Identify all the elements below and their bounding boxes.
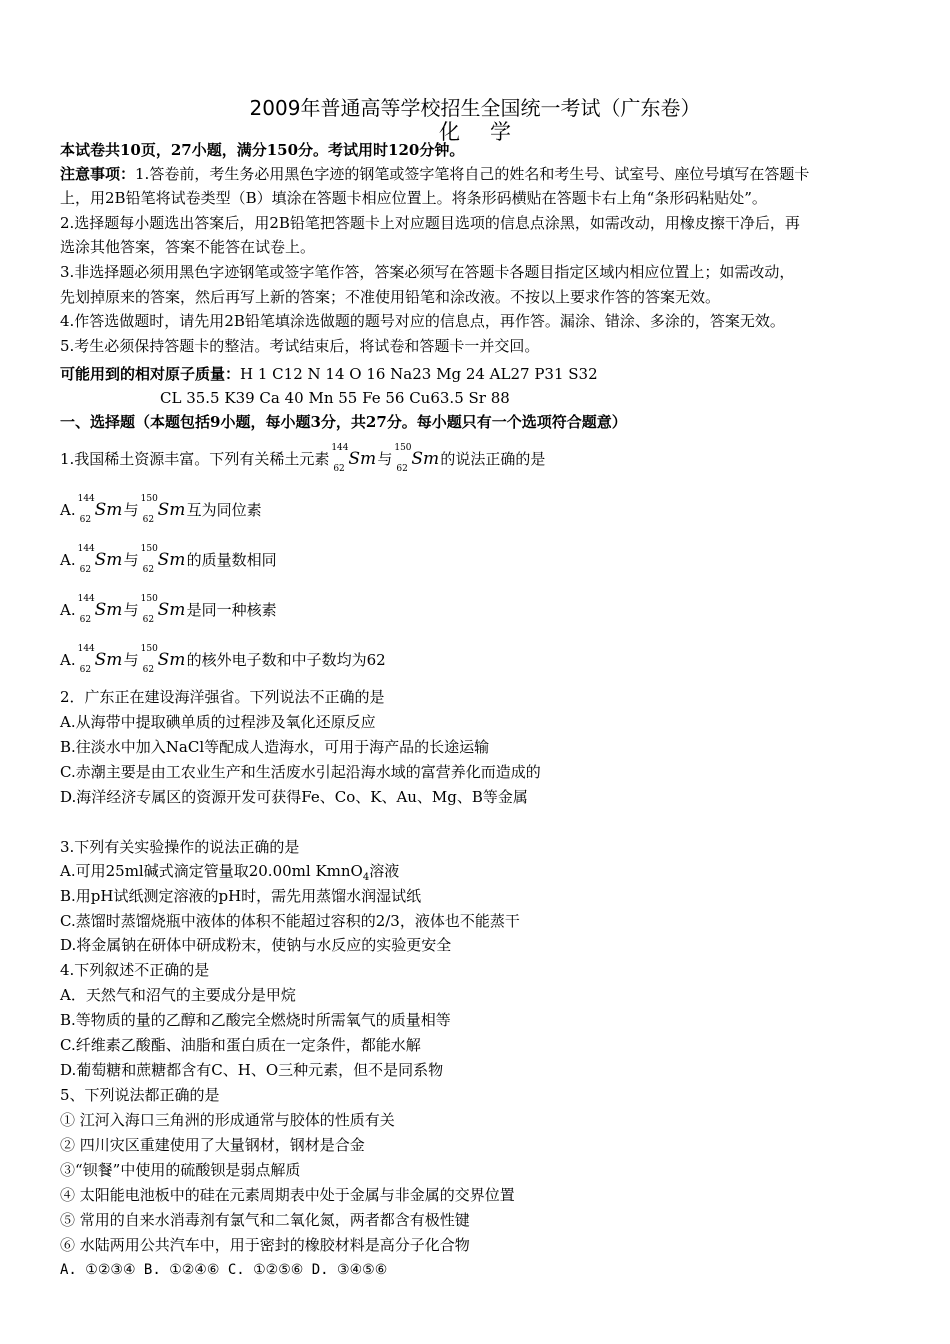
question-1-option-1: A. 144 62 Sm 与 150 62 Sm 互为同位素 xyxy=(60,494,262,525)
nuclide-sm-144: 144 62 Sm xyxy=(77,594,123,625)
nuclide-sm-150: 150 62 Sm xyxy=(140,644,186,675)
notice-line-1: 注意事项：1.答卷前，考生务必用黑色字迹的钢笔或签字笔将自己的姓名和考生号、试室号、座位号填写在答题卡 xyxy=(60,165,810,183)
exam-title: 2009年普通高等学校招生全国统一考试（广东卷） xyxy=(249,96,701,120)
question-2-option-d: D.海洋经济专属区的资源开发可获得Fe、Co、K、Au、Mg、B等金属 xyxy=(60,788,528,806)
question-5-options: A. ①②③④ B. ①②④⑥ C. ①②⑤⑥ D. ③④⑤⑥ xyxy=(60,1262,388,1278)
question-4-option-c: C.纤维素乙酸酯、油脂和蛋白质在一定条件，都能水解 xyxy=(60,1036,421,1054)
notice-line-6: 先划掉原来的答案，然后再写上新的答案；不准使用铅笔和涂改液。不按以上要求作答的答案无效。 xyxy=(60,288,721,306)
question-4-option-d: D.葡萄糖和蔗糖都含有C、H、O三种元素，但不是同系物 xyxy=(60,1061,444,1079)
nuclide-sm-144: 144 62 Sm xyxy=(77,644,123,675)
nuclide-sm-144: 144 62 Sm xyxy=(77,494,123,525)
question-2-option-c: C.赤潮主要是由工农业生产和生活废水引起沿海水域的富营养化而造成的 xyxy=(60,763,541,781)
atomic-mass-row-1: 可能用到的相对原子质量：H 1 C12 N 14 O 16 Na23 Mg 24 AL27 P31 S32 xyxy=(60,365,598,383)
atomic-mass-row-2: CL 35.5 K39 Ca 40 Mn 55 Fe 56 Cu63.5 Sr 88 xyxy=(160,389,510,407)
notice-line-4: 选涂其他答案，答案不能答在试卷上。 xyxy=(60,238,316,256)
nuclide-sm-150: 150 62 Sm xyxy=(394,443,440,474)
question-4-option-a: A．天然气和沼气的主要成分是甲烷 xyxy=(60,986,296,1004)
question-3-option-c: C.蒸馏时蒸馏烧瓶中液体的体积不能超过容积的2/3，液体也不能蒸干 xyxy=(60,912,520,930)
question-3-option-b: B.用pH试纸测定溶液的pH时，需先用蒸馏水润湿试纸 xyxy=(60,887,422,905)
question-1-stem: 1.我国稀土资源丰富。下列有关稀土元素 144 62 Sm 与 150 62 Sm 的说法正确的是 xyxy=(60,443,546,474)
question-5-stem: 5、下列说法都正确的是 xyxy=(60,1086,220,1104)
question-3-option-d: D.将金属钠在研体中研成粉末，使钠与水反应的实验更安全 xyxy=(60,936,452,954)
question-4-option-b: B.等物质的量的乙醇和乙酸完全燃烧时所需氧气的质量相等 xyxy=(60,1011,451,1029)
notice-line-8: 5.考生必须保持答题卡的整洁。考试结束后，将试卷和答题卡一并交回。 xyxy=(60,337,540,355)
question-5-statement-5: ⑤ 常用的自来水消毒剂有氯气和二氧化氮，两者都含有极性键 xyxy=(60,1211,470,1229)
question-2-option-a: A.从海带中提取碘单质的过程涉及氧化还原反应 xyxy=(60,713,376,731)
notice-line-5: 3.非选择题必须用黑色字迹钢笔或签字笔作答，答案必须写在答题卡各题目指定区域内相应位置上；如需改动， xyxy=(60,263,795,281)
question-3-stem: 3.下列有关实验操作的说法正确的是 xyxy=(60,838,300,856)
question-2-stem: 2．广东正在建设海洋强省。下列说法不正确的是 xyxy=(60,688,385,706)
question-1-option-2: A. 144 62 Sm 与 150 62 Sm 的质量数相同 xyxy=(60,544,277,575)
nuclide-sm-150: 150 62 Sm xyxy=(140,544,186,575)
atomic-mass-label: 可能用到的相对原子质量： xyxy=(60,365,241,383)
question-5-statement-2: ② 四川灾区重建使用了大量钢材，钢材是合金 xyxy=(60,1136,365,1154)
nuclide-sm-150: 150 62 Sm xyxy=(140,594,186,625)
notice-line-3: 2.选择题每小题选出答案后，用2B铅笔把答题卡上对应题目选项的信息点涂黑，如需改动，用橡皮擦干净后，再 xyxy=(60,214,800,232)
notice-line-2: 上，用2B铅笔将试卷类型（B）填涂在答题卡相应位置上。将条形码横贴在答题卡右上角“条形码粘贴处”。 xyxy=(60,189,767,207)
question-5-statement-6: ⑥ 水陆两用公共汽车中，用于密封的橡胶材料是高分子化合物 xyxy=(60,1236,470,1254)
subject-title: 化学 xyxy=(439,120,541,144)
question-2-option-b: B.往淡水中加入NaCl等配成人造海水，可用于海产品的长途运输 xyxy=(60,738,490,756)
question-5-statement-4: ④ 太阳能电池板中的硅在元素周期表中处于金属与非金属的交界位置 xyxy=(60,1186,515,1204)
question-1-option-4: A. 144 62 Sm 与 150 62 Sm 的核外电子数和中子数均为62 xyxy=(60,644,386,675)
question-5-statement-1: ① 江河入海口三角洲的形成通常与胶体的性质有关 xyxy=(60,1111,395,1129)
notice-label: 注意事项： xyxy=(60,165,136,183)
exam-intro: 本试卷共10页，27小题，满分150分。考试用时120分钟。 xyxy=(60,141,465,159)
nuclide-sm-144: 144 62 Sm xyxy=(77,544,123,575)
question-5-statement-3: ③“钡餐”中使用的硫酸钡是弱点解质 xyxy=(60,1161,301,1179)
section-heading-choice: 一、选择题（本题包括9小题，每小题3分，共27分。每小题只有一个选项符合题意） xyxy=(60,413,627,431)
question-3-option-a: A.可用25ml碱式滴定管量取20.00ml KmnO$_4$溶液 xyxy=(60,862,400,883)
nuclide-sm-144: 144 62 Sm xyxy=(331,443,377,474)
notice-line-7: 4.作答选做题时，请先用2B铅笔填涂选做题的题号对应的信息点，再作答。漏涂、错涂、多涂的，答案无效。 xyxy=(60,312,785,330)
question-1-option-3: A. 144 62 Sm 与 150 62 Sm 是同一种核素 xyxy=(60,594,277,625)
question-4-stem: 4.下列叙述不正确的是 xyxy=(60,961,210,979)
nuclide-sm-150: 150 62 Sm xyxy=(140,494,186,525)
